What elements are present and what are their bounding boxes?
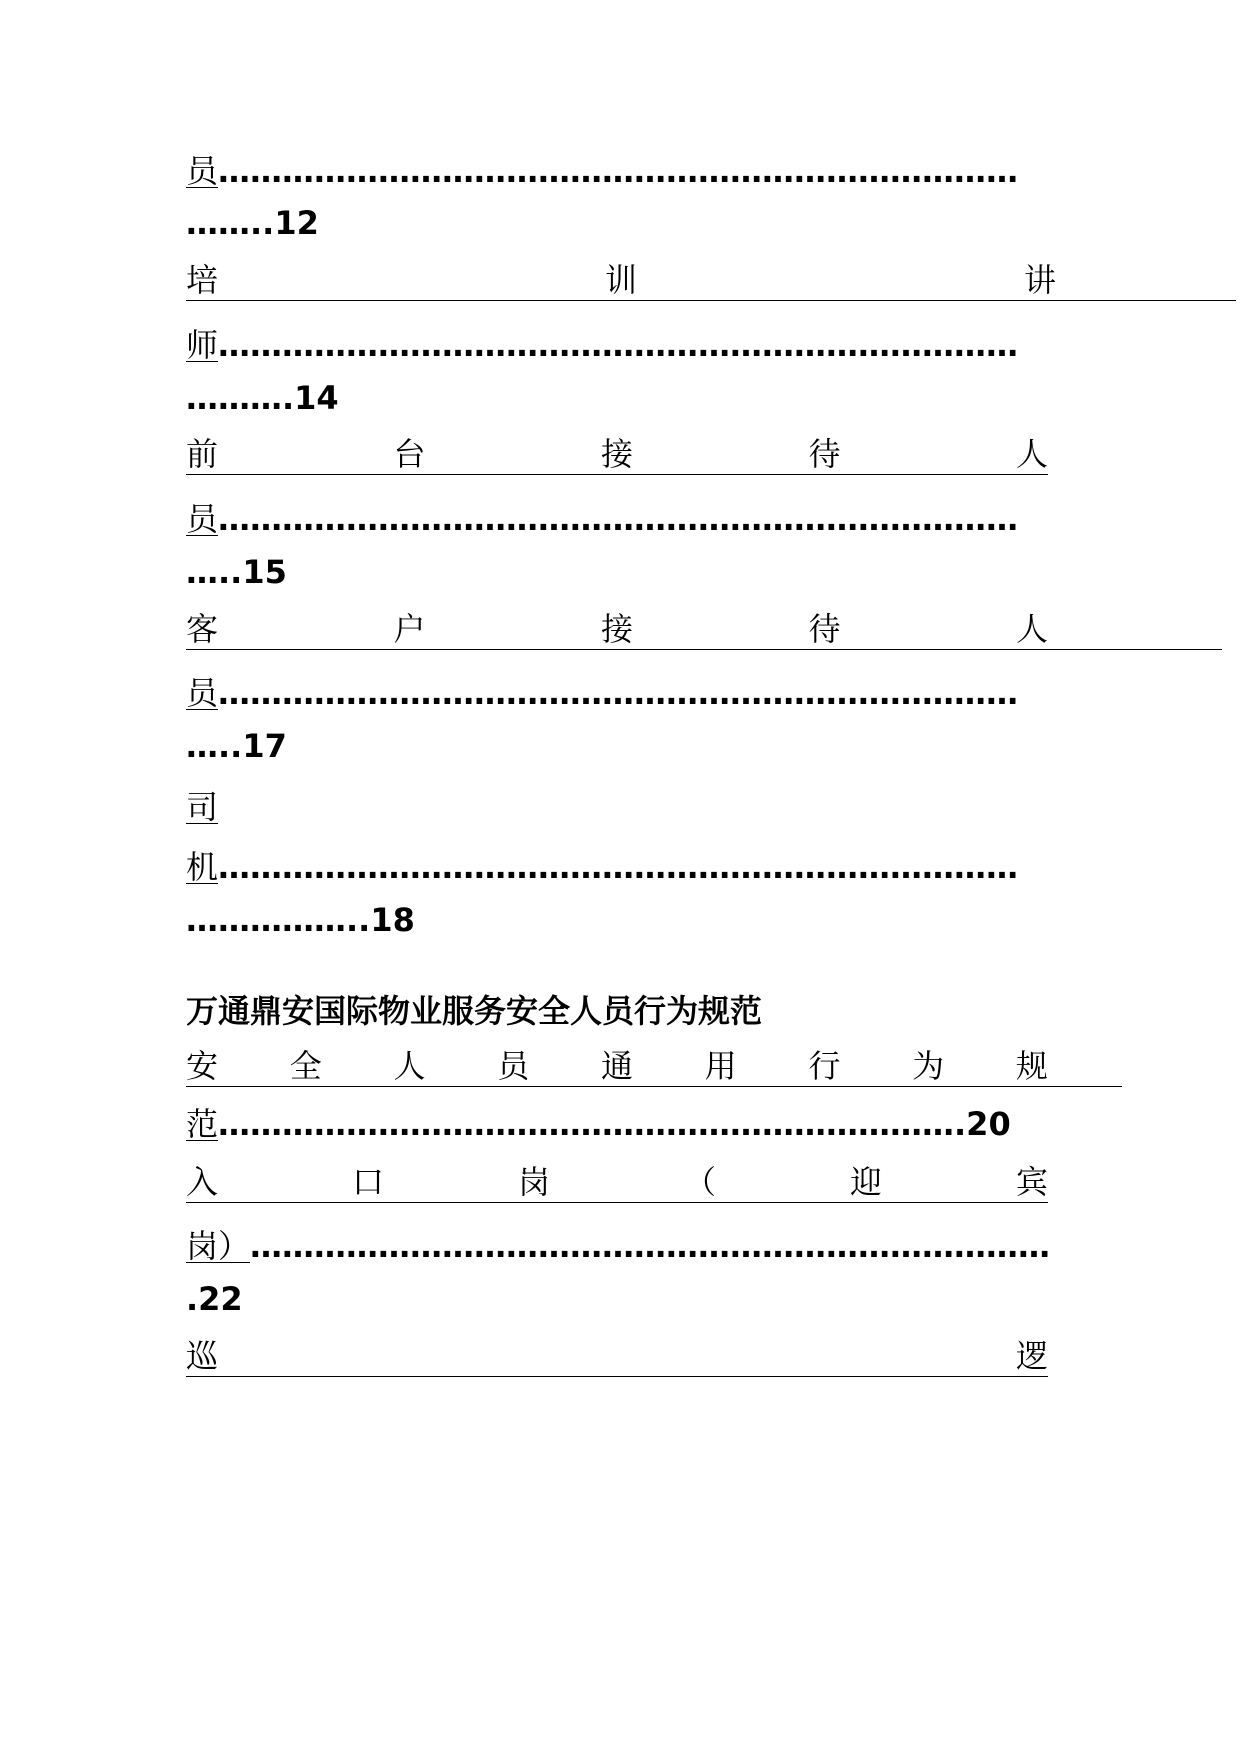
toc-char: （	[683, 1163, 716, 1201]
toc-char: 巡	[186, 1337, 219, 1375]
toc-leader-dots: …..	[186, 553, 243, 591]
toc-entry-continuation[interactable]	[186, 1222, 1050, 1270]
toc-char: 入	[186, 1163, 219, 1201]
toc-page-number-line	[186, 1275, 243, 1323]
toc-page-number: 17	[242, 727, 287, 765]
toc-entry-text: 员	[186, 674, 219, 712]
toc-entry-title-spread[interactable]	[186, 434, 1048, 475]
toc-entry-title[interactable]	[186, 783, 218, 831]
toc-char: 台	[393, 435, 426, 473]
toc-char: 口	[351, 1163, 384, 1201]
toc-page-number: 20	[966, 1105, 1011, 1143]
toc-char: 迎	[849, 1163, 882, 1201]
toc-char: 待	[808, 435, 841, 473]
toc-leader-dots: …………………………………………………………………	[250, 1227, 1051, 1265]
toc-entry-continuation[interactable]	[186, 1100, 1011, 1148]
toc-char: 讲	[1023, 261, 1056, 299]
toc-char: 户	[393, 610, 426, 648]
toc-page-number: 12	[274, 204, 319, 242]
toc-char: 宾	[1015, 1163, 1048, 1201]
toc-leader-dots: …………………………………………………………………	[218, 848, 1019, 886]
toc-entry-title-spread[interactable]	[186, 1162, 1048, 1203]
toc-char: 为	[912, 1047, 945, 1085]
toc-entry-title-spread[interactable]	[186, 1046, 1122, 1087]
toc-leader-dots: ……….	[186, 379, 295, 417]
toc-char: 通	[600, 1047, 633, 1085]
toc-char: 员	[497, 1047, 530, 1085]
toc-page-number-line	[186, 374, 339, 422]
toc-char: 客	[186, 610, 219, 648]
toc-entry-continuation[interactable]	[186, 669, 1018, 717]
toc-page-number: 15	[242, 553, 287, 591]
toc-char: 前	[186, 435, 219, 473]
toc-char: 行	[808, 1047, 841, 1085]
toc-entry-title-spread[interactable]	[186, 609, 1222, 650]
toc-leader-dots: …………………………………………………………………	[218, 326, 1019, 364]
toc-char: 全	[289, 1047, 322, 1085]
toc-entry-text: 员	[186, 500, 219, 538]
toc-entry-text: 司	[186, 788, 219, 826]
toc-page-number-line	[186, 199, 319, 247]
toc-leader-dots: …………………………………………………………….	[218, 1105, 967, 1143]
toc-page-number: 22	[198, 1280, 243, 1318]
toc-entry-continuation[interactable]	[186, 495, 1018, 543]
toc-char: 接	[600, 435, 633, 473]
toc-page-number: 18	[370, 901, 415, 939]
toc-leader-dots: .	[186, 1280, 199, 1318]
toc-char: 用	[704, 1047, 737, 1085]
toc-leader-dots: ……………..	[186, 901, 371, 939]
toc-char: 人	[1015, 610, 1048, 648]
section-title[interactable]: 万通鼎安国际物业服务安全人员行为规范	[186, 992, 763, 1030]
toc-entry-title-spread[interactable]	[186, 1336, 1048, 1377]
toc-char: 训	[604, 261, 637, 299]
toc-char: 人	[393, 1047, 426, 1085]
toc-entry-text: 员	[186, 152, 219, 190]
toc-char: 人	[1015, 435, 1048, 473]
toc-page-number-line	[186, 722, 287, 770]
toc-char: 岗	[517, 1163, 550, 1201]
toc-char: 接	[600, 610, 633, 648]
toc-entry-text: 范	[186, 1105, 219, 1143]
toc-char: 待	[808, 610, 841, 648]
toc-char: 培	[186, 261, 219, 299]
toc-leader-dots: …………………………………………………………………	[218, 152, 1019, 190]
toc-entry-text: 师	[186, 326, 219, 364]
toc-entry-continuation[interactable]	[186, 843, 1018, 891]
toc-char: 规	[1015, 1047, 1048, 1085]
toc-entry-continuation[interactable]	[186, 147, 1018, 195]
toc-entry-continuation[interactable]	[186, 321, 1018, 369]
toc-entry-title-spread[interactable]	[186, 260, 1236, 301]
toc-char: 逻	[1015, 1337, 1048, 1375]
toc-leader-dots: …………………………………………………………………	[218, 500, 1019, 538]
toc-page-number-line	[186, 548, 287, 596]
toc-entry-text: 岗）	[186, 1227, 251, 1265]
toc-entry-text: 机	[186, 848, 219, 886]
toc-page-number-line	[186, 896, 415, 944]
toc-page-number: 14	[294, 379, 339, 417]
toc-leader-dots: …..	[186, 727, 243, 765]
toc-char: 安	[186, 1047, 219, 1085]
toc-leader-dots: ……..	[186, 204, 275, 242]
toc-leader-dots: …………………………………………………………………	[218, 674, 1019, 712]
